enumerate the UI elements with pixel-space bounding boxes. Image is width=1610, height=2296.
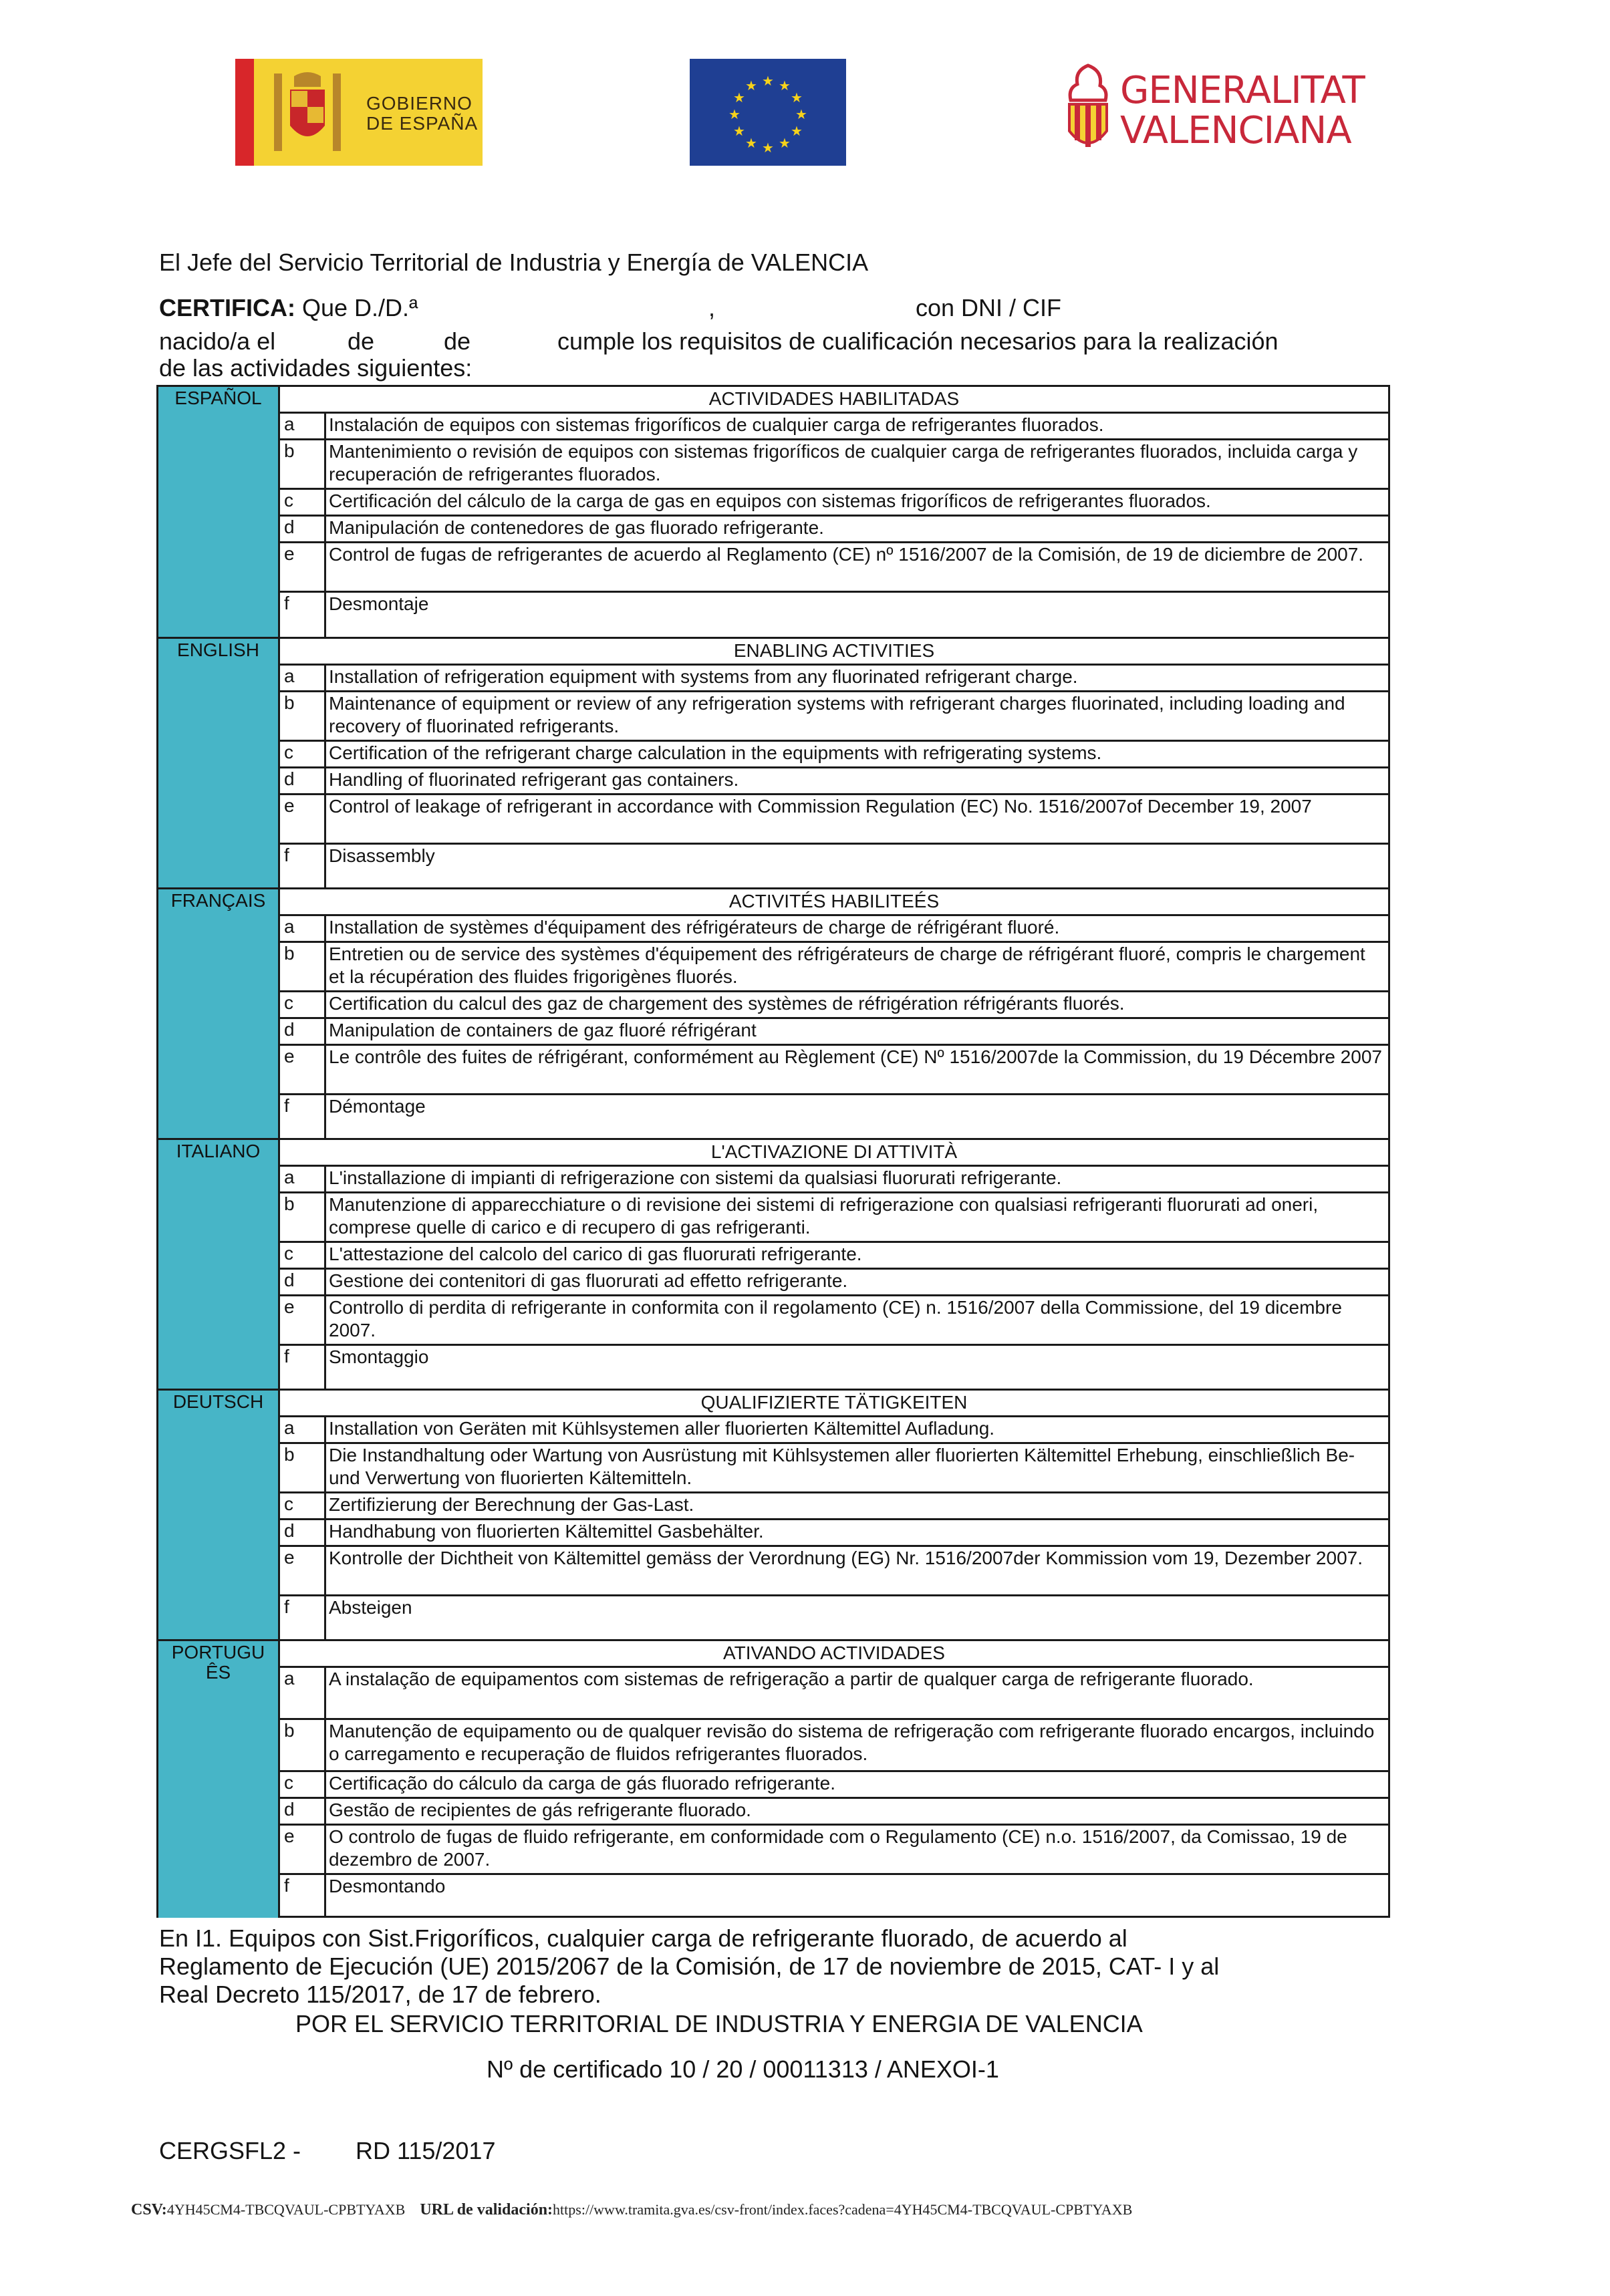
svg-text:★: ★ [779, 135, 791, 151]
activity-row: e Kontrolle der Dichtheit von Kältemittel gemäss der Verordnung (EG) Nr. 1516/2007der Kommission vom 19, Dezember 2007. [280, 1545, 1388, 1594]
actividades-text: de las actividades siguientes: [159, 354, 473, 382]
svg-text:★: ★ [779, 78, 791, 94]
activity-row: d Handhabung von fluorierten Kältemittel Gasbehälter. [280, 1518, 1388, 1545]
section-header: ACTIVIDADES HABILITADAS [280, 385, 1388, 412]
generalitat-valenciana-logo [1059, 59, 1365, 166]
footer-line-1: En I1. Equipos con Sist.Frigoríficos, cualquier carga de refrigerante fluorado, de acuerdo al [159, 1924, 1127, 1952]
svg-text:★: ★ [733, 123, 745, 139]
lang-cell-deutsch [158, 1389, 280, 1641]
lang-label: DEUTSCH [172, 1391, 264, 1412]
activity-row: a A instalação de equipamentos com sistemas de refrigeração a partir de qualquer carga de refrigerante fluorado. [280, 1666, 1388, 1718]
certifica-que: Que D./D.ª [302, 294, 418, 321]
activity-row: b Manutenzione di apparecchiature o di revisione dei sistemi di refrigerazione con qualsiasi refrigeranti fluorurati ad oneri, comprese quelle di carico e di recupero di gas refrigeranti. [280, 1191, 1388, 1241]
activity-row: b Manutenção de equipamento ou de qualquer revisão do sistema de refrigeração com refrigerante fluorado encargos, incluindo o carregamento e recuperação de fluidos refrigerantes fluorados. [280, 1718, 1388, 1770]
activity-row: b Die Instandhaltung oder Wartung von Ausrüstung mit Kühlsystemen aller fluorierten Kältemittel Erhebung, einschließlich Be-und Verwertung von fluorierten Kältemitteln. [280, 1442, 1388, 1491]
de-label-1: de [348, 327, 375, 355]
section-header: QUALIFIZIERTE TÄTIGKEITEN [280, 1389, 1388, 1415]
activity-row: d Gestione dei contenitori di gas fluorurati ad effetto refrigerante. [280, 1268, 1388, 1294]
svg-text:★: ★ [791, 90, 803, 106]
gobierno-espana-logo [235, 59, 483, 166]
cumple-text: cumple los requisitos de cualificación necesarios para la realización [557, 327, 1279, 355]
activity-row: e Le contrôle des fuites de réfrigérant, conformément au Règlement (CE) Nº 1516/2007de la Commission, du 19 Décembre 2007 [280, 1044, 1388, 1093]
activity-row: e Control de fugas de refrigerantes de acuerdo al Reglamento (CE) nº 1516/2007 de la Comisión, de 19 de diciembre de 2007. [280, 541, 1388, 591]
spain-logo-text: GOBIERNO DE ESPAÑA [366, 93, 479, 134]
activities-table [156, 385, 1390, 1918]
url-label: URL de validación: [420, 2201, 553, 2218]
activity-row: d Manipulación de contenedores de gas fluorado refrigerante. [280, 515, 1388, 541]
svg-text:★: ★ [795, 106, 807, 122]
csv-validation-line [131, 2201, 1132, 2219]
activity-row: c Certification of the refrigerant charge calculation in the equipments with refrigerating systems. [280, 740, 1388, 766]
lang-cell-espanol [158, 385, 280, 639]
generalitat-crest-icon [1059, 61, 1117, 162]
lang-label: ITALIANO [176, 1141, 261, 1161]
lang-cell-portugues [158, 1639, 280, 1918]
spain-coat-of-arms-icon [267, 69, 348, 155]
section-header: ACTIVITÉS HABILITEÉS [280, 887, 1388, 914]
de-label-2: de [444, 327, 471, 355]
footer-line-3: Real Decreto 115/2017, de 17 de febrero. [159, 1981, 601, 2008]
lang-cell-italiano [158, 1138, 280, 1391]
lang-label: ENGLISH [177, 639, 259, 660]
activity-row: b Maintenance of equipment or review of any refrigeration systems with refrigerant charges fluorinated, including loading and recovery of fluorinated refrigerants. [280, 690, 1388, 740]
activity-row: f Absteigen [280, 1594, 1388, 1641]
footer-line-2: Reglamento de Ejecución (UE) 2015/2067 de la Comisión, de 17 de noviembre de 2015, CAT- I y al [159, 1953, 1220, 1980]
activity-row: f Disassembly [280, 843, 1388, 889]
svg-text:★: ★ [791, 123, 803, 139]
csv-value: 4YH45CM4-TBCQVAUL-CPBTYAXB [166, 2201, 406, 2218]
lang-label: ESPAÑOL [174, 388, 262, 408]
activity-row: c Certification du calcul des gaz de chargement des systèmes de réfrigération réfrigérants fluorés. [280, 990, 1388, 1017]
eu-flag-logo [690, 59, 846, 166]
activity-row: a Installation de systèmes d'équipament des réfrigérateurs de charge de réfrigérant fluoré. [280, 914, 1388, 941]
activity-row: f Desmontaje [280, 591, 1388, 639]
svg-text:★: ★ [762, 140, 774, 156]
nacido-label: nacido/a el [159, 327, 276, 355]
activity-row: e O controlo de fugas de fluido refrigerante, em conformidade com o Regulamento (CE) n.o. 1516/2007, da Comissao, 19 de dezembro de 2007. [280, 1824, 1388, 1873]
activity-row: b Mantenimiento o revisión de equipos con sistemas frigoríficos de cualquier carga de refrigerantes fluorados, incluida carga y recuperación de refrigerantes fluorados. [280, 438, 1388, 488]
activity-row: f Smontaggio [280, 1344, 1388, 1391]
activity-row: e Control of leakage of refrigerant in accordance with Commission Regulation (EC) No. 1516/2007of December 19, 2007 [280, 793, 1388, 843]
issuer-line: El Jefe del Servicio Territorial de Industria y Energía de VALENCIA [159, 249, 869, 276]
validation-url[interactable]: https://www.tramita.gva.es/csv-front/index.faces?cadena=4YH45CM4-TBCQVAUL-CPBTYAXB [553, 2201, 1133, 2218]
servicio-territorial-line: POR EL SERVICIO TERRITORIAL DE INDUSTRIA Y ENERGIA DE VALENCIA [295, 2010, 1143, 2037]
activity-row: d Handling of fluorinated refrigerant gas containers. [280, 766, 1388, 793]
svg-text:★: ★ [762, 73, 774, 89]
activity-row: a Installation von Geräten mit Kühlsystemen aller fluorierten Kältemittel Aufladung. [280, 1415, 1388, 1442]
activity-row: a Instalación de equipos con sistemas frigoríficos de cualquier carga de refrigerantes fluorados. [280, 412, 1388, 438]
certifica-label: CERTIFICA: [159, 294, 295, 321]
activity-row: a L'installazione di impianti di refrigerazione con sistemi da qualsiasi fluorurati refrigerante. [280, 1165, 1388, 1191]
activity-row: a Installation of refrigeration equipment with systems from any fluorinated refrigerant charge. [280, 664, 1388, 690]
activity-row: d Manipulation de containers de gaz fluoré réfrigérant [280, 1017, 1388, 1044]
activity-row: d Gestão de recipientes de gás refrigerante fluorado. [280, 1797, 1388, 1824]
activity-row: b Entretien ou de service des systèmes d'équipement des réfrigérateurs de charge de réfrigérant fluoré, compris le chargement et la récupération des fluides frigorigènes fluorés. [280, 941, 1388, 990]
certificate-number: Nº de certificado 10 / 20 / 00011313 / ANEXOI-1 [487, 2055, 999, 2083]
activity-row: f Desmontando [280, 1873, 1388, 1918]
section-header: ATIVANDO ACTIVIDADES [280, 1639, 1388, 1666]
activity-row: c L'attestazione del calcolo del carico di gas fluorurati refrigerante. [280, 1241, 1388, 1268]
lang-cell-english [158, 637, 280, 889]
svg-text:★: ★ [745, 135, 757, 151]
section-header: L'ACTIVAZIONE DI ATTIVITÀ [280, 1138, 1388, 1165]
lang-label: FRANÇAIS [170, 890, 266, 911]
csv-label: CSV: [131, 2201, 167, 2218]
gv-logo-text: GENERALITAT VALENCIANA [1120, 69, 1365, 152]
svg-text:★: ★ [745, 78, 757, 94]
lang-cell-francais [158, 887, 280, 1140]
svg-text:★: ★ [728, 106, 741, 122]
activity-row: c Certificação do cálculo da carga de gás fluorado refrigerante. [280, 1770, 1388, 1797]
dni-label: con DNI / CIF [916, 294, 1062, 321]
eu-stars-icon [690, 59, 846, 166]
name-comma: , [708, 294, 716, 321]
section-header: ENABLING ACTIVITIES [280, 637, 1388, 664]
activity-row: e Controllo di perdita di refrigerante in conformita con il regolamento (CE) n. 1516/2007 della Commissione, del 19 dicembre 2007. [280, 1294, 1388, 1344]
activity-row: c Certificación del cálculo de la carga de gas en equipos con sistemas frigoríficos de refrigerantes fluorados. [280, 488, 1388, 515]
form-code: CERGSFL2 - [159, 2137, 301, 2164]
svg-text:★: ★ [733, 90, 745, 106]
activity-row: f Démontage [280, 1093, 1388, 1140]
rd-reference: RD 115/2017 [356, 2137, 496, 2164]
activity-row: c Zertifizierung der Berechnung der Gas-Last. [280, 1491, 1388, 1518]
lang-label: PORTUGU ÊS [171, 1642, 265, 1683]
